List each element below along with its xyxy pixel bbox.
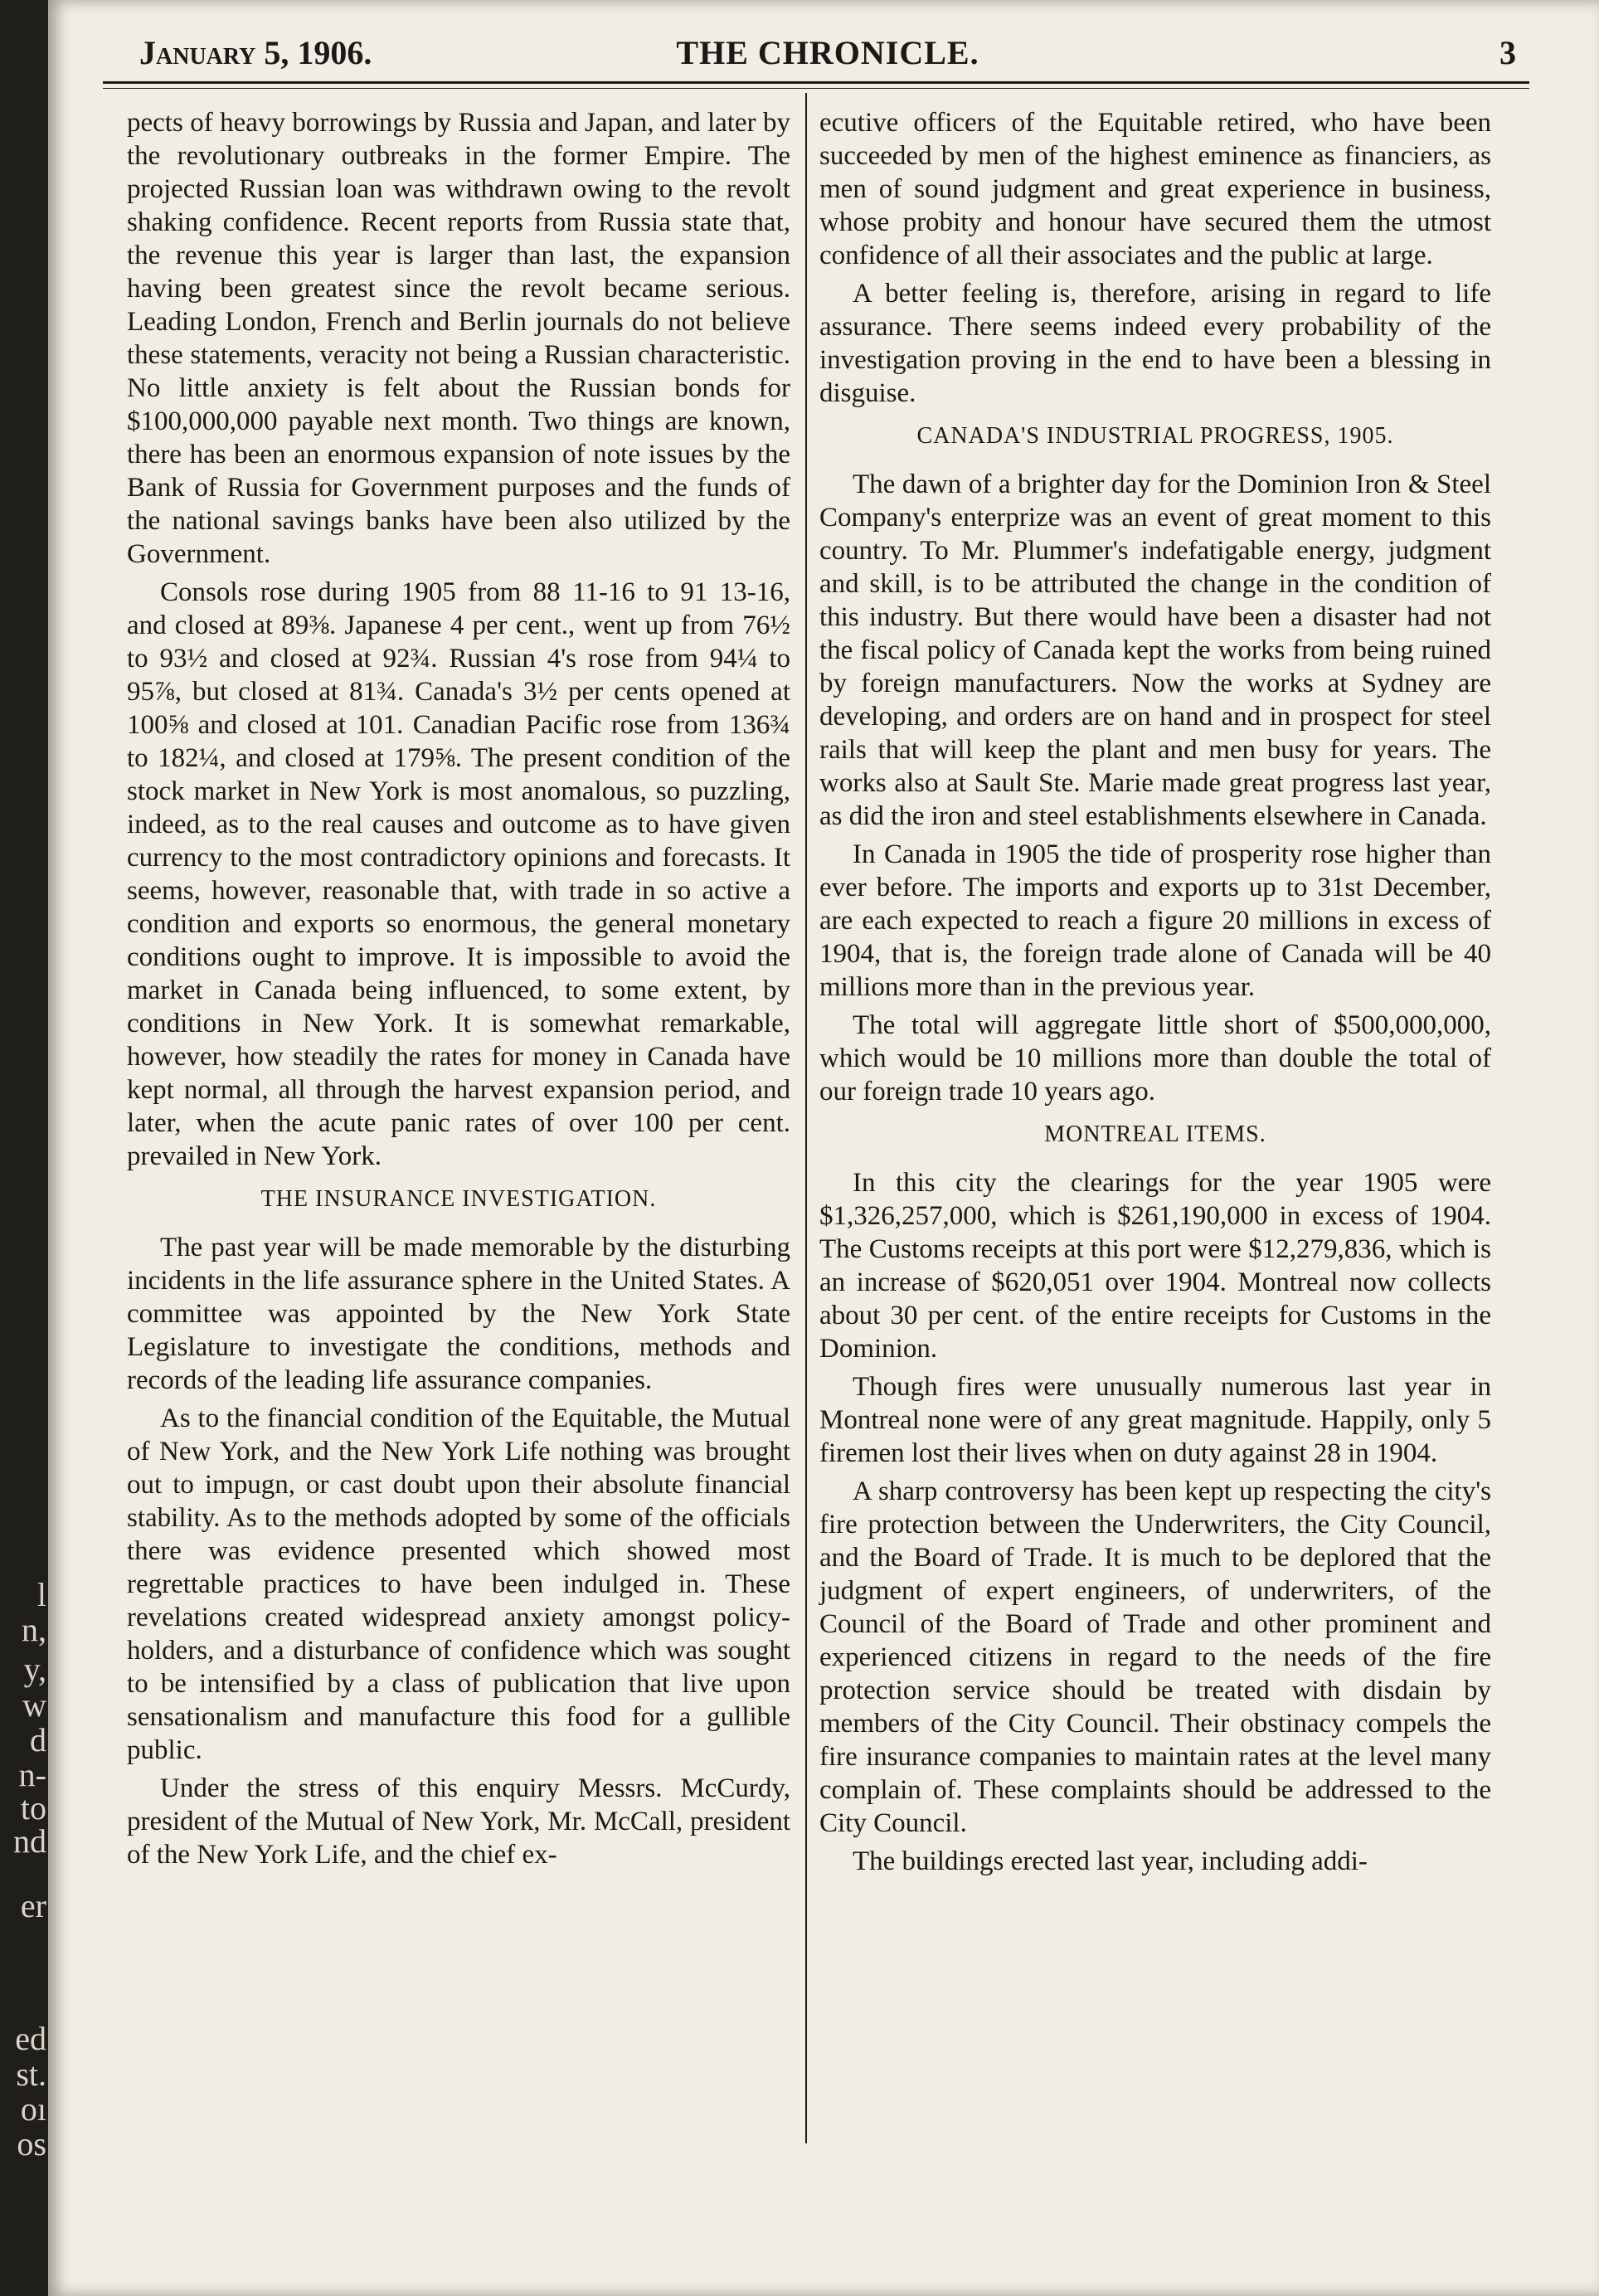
newspaper-page: [48, 0, 1599, 2296]
publication-title: THE CHRONICLE.: [676, 34, 979, 71]
edge-fragment: l: [36, 1576, 46, 1613]
edge-fragment: n-: [18, 1756, 46, 1793]
adjacent-page-edge: [0, 0, 48, 2296]
edge-fragment: to: [20, 1789, 46, 1827]
edge-fragment: y,: [23, 1651, 46, 1688]
paragraph: The total will aggregate little short of $500,000,000, which would be 10 millions more than double the total of our foreign trade 10 years ago.: [819, 1010, 1491, 1107]
page-header: [139, 33, 1516, 83]
paragraph: The past year will be made memorable by the disturbing incidents in the life assurance sphere in the United States. A committee was appointed by the New York State Legislature to investigate the conditions, methods and records of the leading life assurance companies.: [127, 1233, 790, 1395]
page-number: 3: [1499, 34, 1516, 71]
section-heading-insurance-investigation: THE INSURANCE INVESTIGATION.: [260, 1186, 657, 1212]
section-heading-montreal-items: MONTREAL ITEMS.: [1044, 1121, 1266, 1147]
section-heading-industrial-progress: CANADA'S INDUSTRIAL PROGRESS, 1905.: [916, 423, 1394, 449]
header-rule-thick: [103, 81, 1529, 84]
paragraph: Consols rose during 1905 from 88 11-16 to 91 13-16, and closed at 89⅜. Japanese 4 per cent., went up from 76½ to 93½ and closed at 92¾. Russian 4's rose from 94¼ to 95⅞, but closed at 81¾. Canada's 3½ per cents opened at 100⅝ and closed at 101. Canadian Pacific rose from 136¾ to 182¼, and closed at 179⅝. The present condition of the stock market in New York is most anomalous, so puzzling, indeed, as to the real causes and outcome as to have given currency to the most contradictory opinions and forecasts. It seems, however, reasonable that, with trade in so active a condition and exports so enormous, the general monetary conditions ought to improve. It is impossible to avoid the market in Canada being influenced, to some extent, by conditions in New York. It is somewhat remarkable, however, how steadily the rates for money in Canada have kept normal, all through the harvest expansion period, and later, when the acute panic rates of over 100 per cent. prevailed in New York.: [127, 577, 790, 1171]
issue-date: January 5, 1906.: [139, 34, 372, 71]
edge-fragment: d: [30, 1721, 46, 1758]
paragraph: Though fires were unusually numerous last year in Montreal none were of any great magnitude. Happily, only 5 firemen lost their lives when on duty against 28 in 1904.: [819, 1372, 1491, 1468]
paragraph: pects of heavy borrowings by Russia and Japan, and later by the revolutionary outbreaks in the former Empire. The projected Russian loan was withdrawn owing to the revolt shaking confidence. Recent reports from Russia state that, the revenue this year is larger than last, the expansion having been greatest since the revolt became serious. Leading London, French and Berlin journals do not believe these statements, veracity not being a Russian characteristic. No little anxiety is felt about the Russian bonds for $100,000,000 payable next month. Two things are known, there has been an enormous expansion of note issues by the Bank of Russia for Government purposes and the funds of the national savings banks have been also utilized by the Government.: [127, 108, 790, 569]
edge-fragment: st.: [16, 2055, 46, 2093]
paragraph: The dawn of a brighter day for the Dominion Iron & Steel Company's enterprize was an event of great moment to this country. To Mr. Plummer's indefatigable energy, judgment and skill, is to be attributed the change in the condition of this industry. But there would have been a disaster had not the fiscal policy of Canada kept the works from being ruined by foreign manufacturers. Now the works at Sydney are developing, and orders are on hand and in prospect for steel rails that will keep the plant and men busy for years. The works also at Sault Ste. Marie made great progress last year, as did the iron and steel establishments elsewhere in Canada.: [819, 469, 1491, 831]
header-rule-thin: [103, 88, 1529, 89]
edge-fragment: os: [17, 2125, 46, 2162]
paragraph: A better feeling is, therefore, arising in regard to life assurance. There seems indeed every probability of the investigation proving in the end to have been a blessing in disguise.: [819, 279, 1491, 408]
left-column: [127, 106, 790, 1876]
paragraph: In Canada in 1905 the tide of prosperity rose higher than ever before. The imports and exports up to 31st December, are each expected to reach a figure 20 millions in excess of 1904, that is, the foreign trade alone of Canada will be 40 millions more than in the previous year.: [819, 839, 1491, 1002]
edge-fragment: oı: [20, 2090, 46, 2128]
right-column: [819, 106, 1491, 1883]
paragraph: Under the stress of this enquiry Messrs. McCurdy, president of the Mutual of New York, Mr. McCall, president of the New York Life, and the chief ex-: [127, 1773, 790, 1870]
column-divider: [805, 93, 807, 2143]
edge-fragment: w: [22, 1686, 46, 1724]
paragraph: In this city the clearings for the year 1905 were $1,326,257,000, which is $261,190,000 in excess of 1904. The Customs receipts at this port were $12,279,836, which is an increase of $620,051 over 1904. Montreal now collects about 30 per cent. of the entire receipts for Customs in the Dominion.: [819, 1168, 1491, 1364]
edge-fragment: er: [20, 1887, 46, 1924]
edge-fragment: n,: [22, 1611, 46, 1648]
edge-fragment: ed: [15, 2020, 46, 2057]
edge-fragment: nd: [13, 1822, 46, 1860]
paragraph: The buildings erected last year, including addi-: [853, 1846, 1368, 1876]
paragraph: ecutive officers of the Equitable retired, who have been succeeded by men of the highest eminence as financiers, as men of sound judgment and great experience in business, whose probity and honour have secured them the utmost confidence of all their associates and the public at large.: [819, 108, 1491, 270]
paragraph: A sharp controversy has been kept up respecting the city's fire protection between the Underwriters, the City Council, and the Board of Trade. It is much to be deplored that the judgment of expert engineers, of underwriters, of the Council of the Board of Trade and other prominent and experienced citizens in regard to the needs of the fire protection service should be treated with disdain by members of the City Council. Their obstinacy compels the fire insurance companies to maintain rates at the level many complain of. These complaints should be addressed to the City Council.: [819, 1476, 1491, 1838]
paragraph: As to the financial condition of the Equitable, the Mutual of New York, and the New York Life nothing was brought out to impugn, or cast doubt upon their absolute financial stability. As to the methods adopted by some of the officials there was evidence presented which showed most regrettable practices to have been indulged in. These revelations created widespread anxiety amongst policy-holders, and a disturbance of confidence which was sought to be intensified by a class of publication that live upon sensationalism and manufacture this food for a gullible public.: [127, 1403, 790, 1765]
